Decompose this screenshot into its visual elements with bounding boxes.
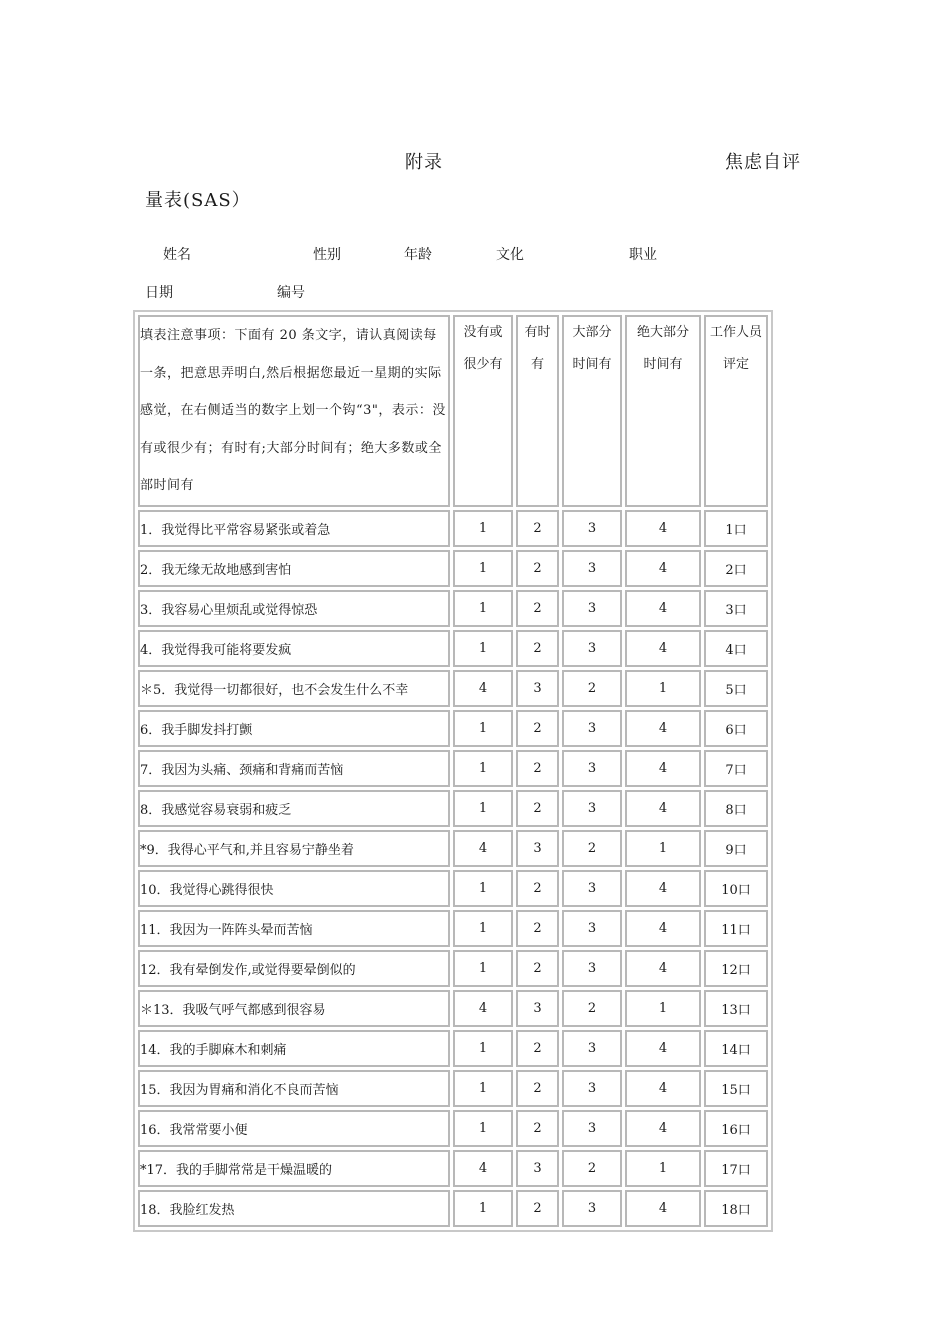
field-name-label: 姓名 xyxy=(163,247,191,263)
table-row xyxy=(138,790,768,827)
option-rarely[interactable]: 1 xyxy=(453,1110,513,1147)
header-rarely xyxy=(453,315,513,507)
option-rarely[interactable]: 1 xyxy=(453,510,513,547)
table-row xyxy=(138,550,768,587)
option-sometimes[interactable]: 2 xyxy=(516,950,559,987)
option-sometimes[interactable]: 2 xyxy=(516,1070,559,1107)
option-mostly[interactable]: 4 xyxy=(625,630,701,667)
title-appendix: 附录 xyxy=(405,152,443,173)
staff-rating-cell[interactable]: 6口 xyxy=(704,710,768,747)
header-staff-line1: 工作人员 xyxy=(709,325,762,340)
option-rarely[interactable]: 1 xyxy=(453,1070,513,1107)
option-often[interactable]: 3 xyxy=(562,710,622,747)
question-text: 2．我无缘无故地感到害怕 xyxy=(138,550,450,587)
staff-rating-cell[interactable]: 11口 xyxy=(704,910,768,947)
option-often[interactable]: 2 xyxy=(562,1150,622,1187)
option-mostly[interactable]: 4 xyxy=(625,950,701,987)
header-staff-line2: 评定 xyxy=(722,357,749,372)
option-mostly[interactable]: 4 xyxy=(625,870,701,907)
field-date-label: 日期 xyxy=(145,285,173,301)
question-text: 16．我常常要小便 xyxy=(138,1110,450,1147)
question-text: 1．我觉得比平常容易紧张或着急 xyxy=(138,510,450,547)
option-mostly[interactable]: 4 xyxy=(625,510,701,547)
option-sometimes[interactable]: 2 xyxy=(516,870,559,907)
question-text: *17．我的手脚常常是干燥温暖的 xyxy=(138,1150,450,1187)
question-text: 18．我脸红发热 xyxy=(138,1190,450,1227)
option-sometimes[interactable]: 2 xyxy=(516,750,559,787)
option-often[interactable]: 3 xyxy=(562,1110,622,1147)
option-sometimes[interactable]: 3 xyxy=(516,830,559,867)
table-row xyxy=(138,630,768,667)
option-often[interactable]: 2 xyxy=(562,670,622,707)
option-sometimes[interactable]: 3 xyxy=(516,990,559,1027)
option-often[interactable]: 3 xyxy=(562,1070,622,1107)
header-often-line1: 大部分 xyxy=(572,325,612,340)
header-mostly-line1: 绝大部分 xyxy=(636,325,689,340)
option-rarely[interactable]: 1 xyxy=(453,750,513,787)
option-mostly[interactable]: 4 xyxy=(625,1190,701,1227)
option-mostly[interactable]: 4 xyxy=(625,550,701,587)
option-sometimes[interactable]: 2 xyxy=(516,790,559,827)
question-text: ＊13．我吸气呼气都感到很容易 xyxy=(138,990,450,1027)
header-mostly-line2: 时间有 xyxy=(643,357,683,372)
table-row xyxy=(138,830,768,867)
option-rarely[interactable]: 1 xyxy=(453,870,513,907)
option-mostly[interactable]: 1 xyxy=(625,670,701,707)
option-rarely[interactable]: 1 xyxy=(453,790,513,827)
option-sometimes[interactable]: 2 xyxy=(516,1190,559,1227)
header-rarely-line1: 没有或 xyxy=(463,325,503,340)
header-mostly xyxy=(625,315,701,507)
option-sometimes[interactable]: 3 xyxy=(516,670,559,707)
question-text: 14．我的手脚麻木和刺痛 xyxy=(138,1030,450,1067)
field-occupation-label: 职业 xyxy=(629,247,657,263)
option-rarely[interactable]: 1 xyxy=(453,1030,513,1067)
option-often[interactable]: 3 xyxy=(562,950,622,987)
question-text: 4．我觉得我可能将要发疯 xyxy=(138,630,450,667)
option-sometimes[interactable]: 2 xyxy=(516,1110,559,1147)
table-row xyxy=(138,1190,768,1227)
table-row xyxy=(138,590,768,627)
table-row xyxy=(138,1030,768,1067)
option-rarely[interactable]: 4 xyxy=(453,1150,513,1187)
option-sometimes[interactable]: 2 xyxy=(516,630,559,667)
option-mostly[interactable]: 4 xyxy=(625,910,701,947)
option-mostly[interactable]: 4 xyxy=(625,1030,701,1067)
option-rarely[interactable]: 1 xyxy=(453,590,513,627)
staff-rating-cell[interactable]: 17口 xyxy=(704,1150,768,1187)
option-rarely[interactable]: 4 xyxy=(453,670,513,707)
option-rarely[interactable]: 4 xyxy=(453,990,513,1027)
option-sometimes[interactable]: 2 xyxy=(516,1030,559,1067)
option-often[interactable]: 3 xyxy=(562,590,622,627)
option-often[interactable]: 3 xyxy=(562,510,622,547)
staff-rating-cell[interactable]: 9口 xyxy=(704,830,768,867)
option-rarely[interactable]: 1 xyxy=(453,630,513,667)
table-row xyxy=(138,1110,768,1147)
table-row xyxy=(138,1070,768,1107)
option-often[interactable]: 3 xyxy=(562,910,622,947)
option-often[interactable]: 3 xyxy=(562,790,622,827)
option-rarely[interactable]: 1 xyxy=(453,950,513,987)
field-education-label: 文化 xyxy=(496,247,524,263)
option-rarely[interactable]: 1 xyxy=(453,1190,513,1227)
staff-rating-cell[interactable]: 18口 xyxy=(704,1190,768,1227)
question-text: *9．我得心平气和,并且容易宁静坐着 xyxy=(138,830,450,867)
staff-rating-cell[interactable]: 7口 xyxy=(704,750,768,787)
option-mostly[interactable]: 4 xyxy=(625,750,701,787)
table-row xyxy=(138,670,768,707)
staff-rating-cell[interactable]: 12口 xyxy=(704,950,768,987)
option-often[interactable]: 3 xyxy=(562,630,622,667)
table-row xyxy=(138,870,768,907)
option-rarely[interactable]: 1 xyxy=(453,710,513,747)
option-often[interactable]: 2 xyxy=(562,830,622,867)
option-often[interactable]: 3 xyxy=(562,1190,622,1227)
option-mostly[interactable]: 1 xyxy=(625,830,701,867)
field-gender-label: 性别 xyxy=(313,247,341,263)
header-often xyxy=(562,315,622,507)
staff-rating-cell[interactable]: 15口 xyxy=(704,1070,768,1107)
table-row xyxy=(138,910,768,947)
option-mostly[interactable]: 4 xyxy=(625,1070,701,1107)
question-text: 3．我容易心里烦乱或觉得惊恐 xyxy=(138,590,450,627)
option-sometimes[interactable]: 2 xyxy=(516,550,559,587)
table-row xyxy=(138,510,768,547)
staff-rating-cell[interactable]: 1口 xyxy=(704,510,768,547)
staff-rating-cell[interactable]: 5口 xyxy=(704,670,768,707)
table-row xyxy=(138,990,768,1027)
field-number-label: 编号 xyxy=(277,285,305,301)
field-age-label: 年龄 xyxy=(404,247,432,263)
title-scale-name: 焦虑自评 xyxy=(725,152,801,173)
option-rarely[interactable]: 4 xyxy=(453,830,513,867)
question-text: 12．我有晕倒发作,或觉得要晕倒似的 xyxy=(138,950,450,987)
option-mostly[interactable]: 4 xyxy=(625,1110,701,1147)
staff-rating-cell[interactable]: 4口 xyxy=(704,630,768,667)
option-sometimes[interactable]: 2 xyxy=(516,510,559,547)
table-header-row xyxy=(138,315,768,507)
question-text: ＊5．我觉得一切都很好，也不会发生什么不幸 xyxy=(138,670,450,707)
table-row xyxy=(138,710,768,747)
instructions-cell: 填表注意事项：下面有 20 条文字，请认真阅读每一条，把意思弄明白,然后根据您最近一星期的实际感觉，在右侧适当的数字上划一个钩“3"，表示：没有或很少有；有时有;大部分时间有；绝大多数或全部时间有 xyxy=(138,315,450,507)
table-row xyxy=(138,750,768,787)
staff-rating-cell[interactable]: 3口 xyxy=(704,590,768,627)
option-rarely[interactable]: 1 xyxy=(453,910,513,947)
question-text: 7．我因为头痛、颈痛和背痛而苦恼 xyxy=(138,750,450,787)
option-sometimes[interactable]: 2 xyxy=(516,710,559,747)
sas-table xyxy=(133,310,773,1232)
option-mostly[interactable]: 1 xyxy=(625,1150,701,1187)
header-rarely-line2: 很少有 xyxy=(463,357,503,372)
option-mostly[interactable]: 4 xyxy=(625,790,701,827)
table-row xyxy=(138,950,768,987)
staff-rating-cell[interactable]: 8口 xyxy=(704,790,768,827)
option-often[interactable]: 3 xyxy=(562,550,622,587)
question-text: 11．我因为一阵阵头晕而苦恼 xyxy=(138,910,450,947)
staff-rating-cell[interactable]: 13口 xyxy=(704,990,768,1027)
header-sometimes-line2: 有 xyxy=(530,357,544,372)
staff-rating-cell[interactable]: 14口 xyxy=(704,1030,768,1067)
option-mostly[interactable]: 4 xyxy=(625,590,701,627)
option-often[interactable]: 3 xyxy=(562,1030,622,1067)
header-staff-rating xyxy=(704,315,768,507)
option-often[interactable]: 3 xyxy=(562,870,622,907)
option-rarely[interactable]: 1 xyxy=(453,550,513,587)
option-mostly[interactable]: 1 xyxy=(625,990,701,1027)
header-sometimes xyxy=(516,315,559,507)
option-sometimes[interactable]: 2 xyxy=(516,590,559,627)
header-often-line2: 时间有 xyxy=(572,357,612,372)
option-mostly[interactable]: 4 xyxy=(625,710,701,747)
question-text: 15．我因为胃痛和消化不良而苦恼 xyxy=(138,1070,450,1107)
option-sometimes[interactable]: 2 xyxy=(516,910,559,947)
option-sometimes[interactable]: 3 xyxy=(516,1150,559,1187)
header-sometimes-line1: 有时 xyxy=(524,325,551,340)
title-scale-abbrev: 量表(SAS） xyxy=(145,190,251,211)
question-text: 10．我觉得心跳得很快 xyxy=(138,870,450,907)
question-text: 6．我手脚发抖打颤 xyxy=(138,710,450,747)
option-often[interactable]: 2 xyxy=(562,990,622,1027)
staff-rating-cell[interactable]: 2口 xyxy=(704,550,768,587)
staff-rating-cell[interactable]: 16口 xyxy=(704,1110,768,1147)
table-row xyxy=(138,1150,768,1187)
staff-rating-cell[interactable]: 10口 xyxy=(704,870,768,907)
option-often[interactable]: 3 xyxy=(562,750,622,787)
question-text: 8．我感觉容易衰弱和疲乏 xyxy=(138,790,450,827)
